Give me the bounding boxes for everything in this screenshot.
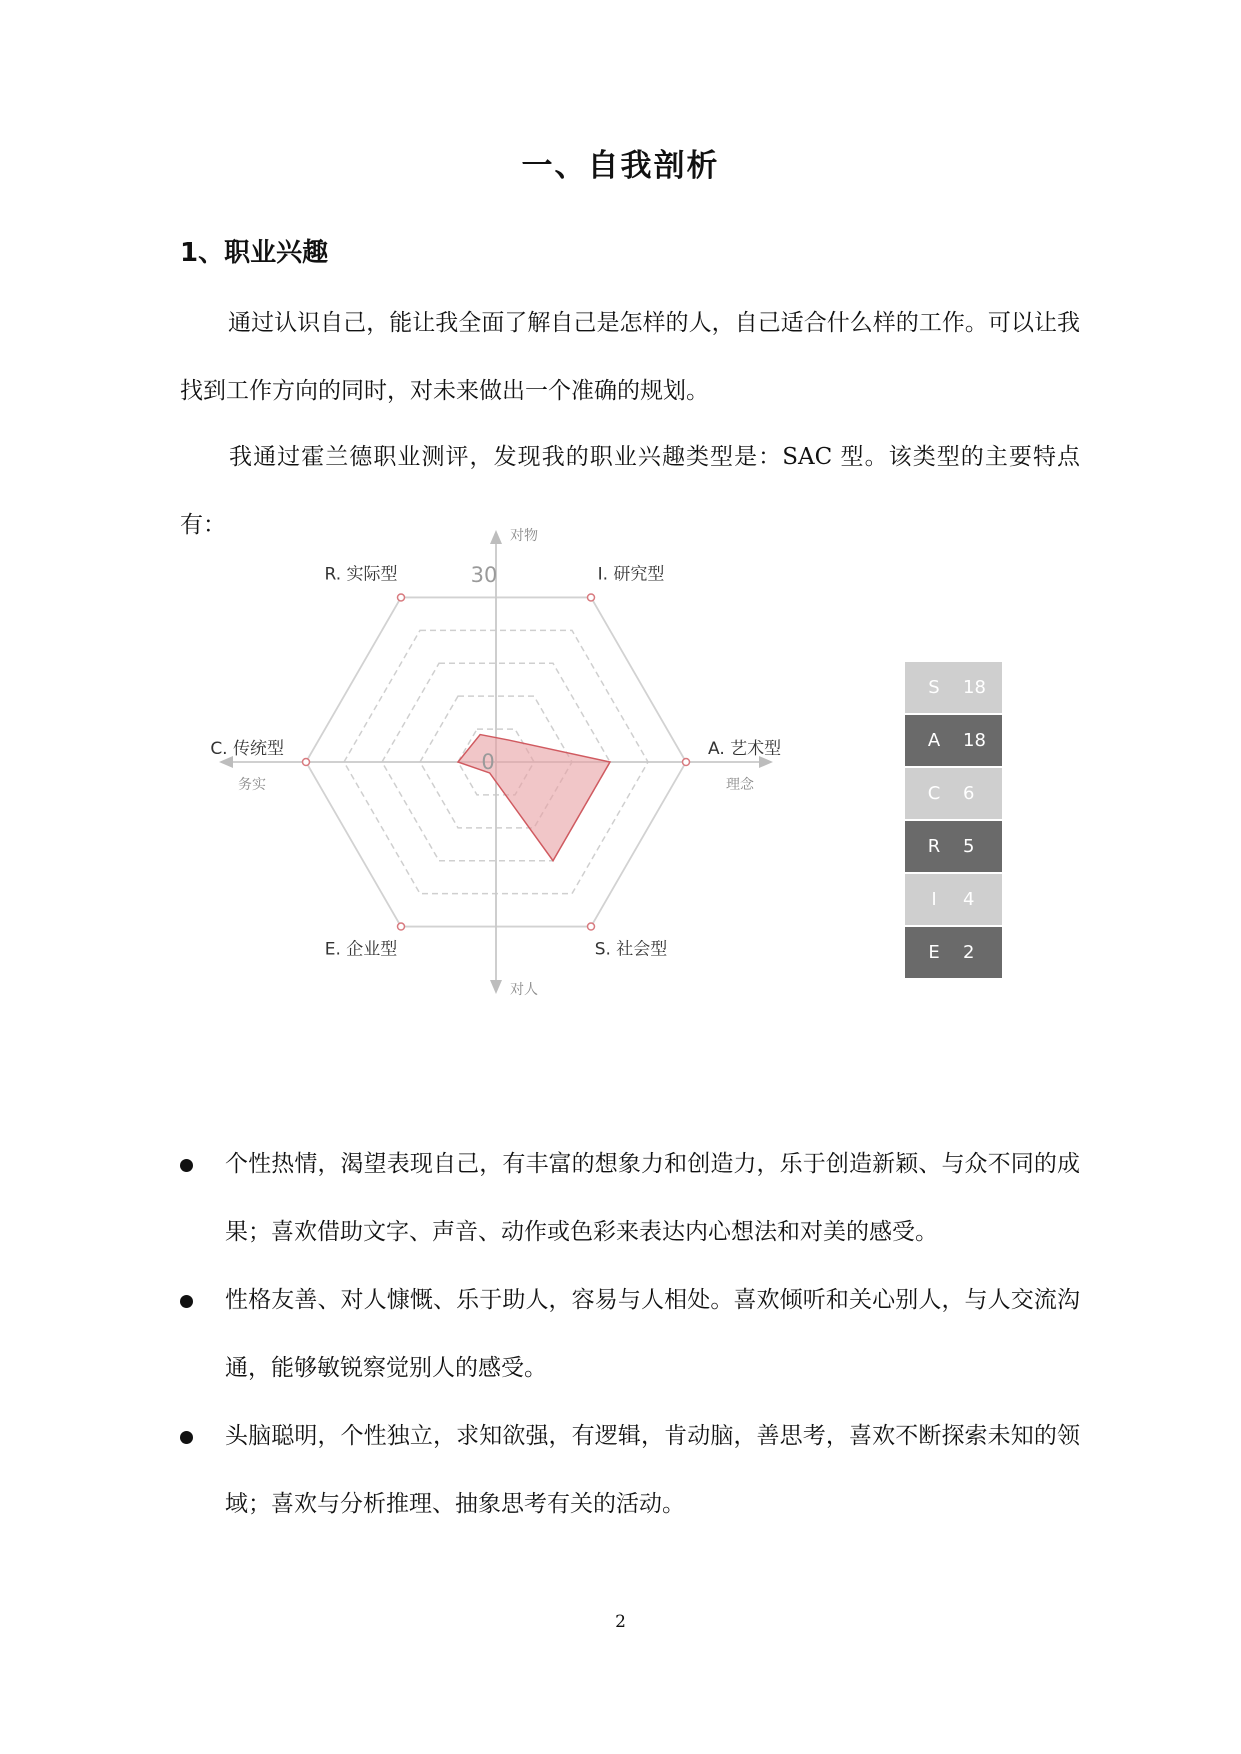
- paragraph-intro: [180, 289, 1080, 425]
- radar-vertex-marker: [398, 923, 405, 930]
- radar-vertex-marker: [398, 594, 405, 601]
- holland-radar-chart: [190, 528, 830, 1135]
- score-letter: I: [931, 889, 937, 910]
- direction-label-left: 务实: [238, 777, 266, 793]
- score-value: 5: [963, 836, 975, 857]
- feature-text: 头脑聪明，个性独立，求知欲强，有逻辑，肯动脑，善思考，喜欢不断探索未知的领域；喜欢与分析推理、抽象思考有关的活动。: [225, 1423, 1080, 1517]
- radar-axis-label: E. 企业型: [324, 939, 398, 960]
- radar-axis-label: I. 研究型: [597, 564, 665, 585]
- radar-axis-label: R. 实际型: [324, 564, 398, 585]
- feature-item: [180, 1266, 1080, 1402]
- score-letter: R: [927, 836, 941, 857]
- score-value: 2: [963, 942, 975, 963]
- direction-label-top: 对物: [510, 528, 538, 544]
- score-value: 4: [963, 889, 975, 910]
- score-row: [905, 715, 1002, 766]
- direction-label-bottom: 对人: [510, 982, 538, 998]
- radar-scale-max-label: 30: [470, 563, 498, 587]
- feature-list: [180, 1130, 1080, 1538]
- section-title: 一、自我剖析: [521, 148, 720, 184]
- score-letter: A: [927, 730, 941, 751]
- feature-text: 个性热情，渴望表现自己，有丰富的想象力和创造力，乐于创造新颖、与众不同的成果；喜欢借助文字、声音、动作或色彩来表达内心想法和对美的感受。: [225, 1151, 1080, 1245]
- paragraph-intro-text: 通过认识自己，能让我全面了解自己是怎样的人，自己适合什么样的工作。可以让我找到工作方向的同时，对未来做出一个准确的规划。: [180, 310, 1080, 404]
- radar-vertex-marker: [588, 923, 595, 930]
- bullet-dot-icon: [180, 1159, 193, 1172]
- bullet-dot-icon: [180, 1431, 193, 1444]
- score-row: [905, 927, 1002, 978]
- feature-item: [180, 1402, 1080, 1538]
- score-value: 18: [963, 730, 986, 751]
- subsection-title: 1、职业兴趣: [180, 238, 329, 268]
- radar-svg: [190, 528, 830, 1135]
- feature-item: [180, 1130, 1080, 1266]
- radar-axis-label: S. 社会型: [594, 939, 668, 960]
- bullet-dot-icon: [180, 1295, 193, 1308]
- score-letter: C: [927, 783, 941, 804]
- paragraph-holland: [180, 423, 1080, 559]
- paragraph-holland-text: 我通过霍兰德职业测评，发现我的职业兴趣类型是：SAC 型。该类型的主要特点有：: [180, 444, 1080, 538]
- direction-label-right: 理念: [726, 777, 754, 793]
- radar-scale-min-label: 0: [481, 750, 495, 774]
- score-letter: E: [928, 942, 940, 963]
- score-row: [905, 874, 1002, 925]
- score-value: 6: [963, 783, 975, 804]
- page-number: 2: [615, 1612, 626, 1632]
- score-row: [905, 768, 1002, 819]
- radar-vertex-marker: [303, 759, 310, 766]
- score-row: [905, 821, 1002, 872]
- score-row: [905, 662, 1002, 713]
- arrow-down-icon: [490, 980, 502, 994]
- score-table: [905, 662, 1002, 980]
- score-letter: S: [928, 677, 940, 698]
- score-value: 18: [963, 677, 986, 698]
- radar-axis-label: C. 传统型: [210, 739, 284, 759]
- radar-vertex-marker: [588, 594, 595, 601]
- radar-vertex-marker: [683, 759, 690, 766]
- feature-text: 性格友善、对人慷慨、乐于助人，容易与人相处。喜欢倾听和关心别人，与人交流沟通，能够敏锐察觉别人的感受。: [225, 1287, 1080, 1381]
- radar-axis-label: A. 艺术型: [708, 739, 782, 759]
